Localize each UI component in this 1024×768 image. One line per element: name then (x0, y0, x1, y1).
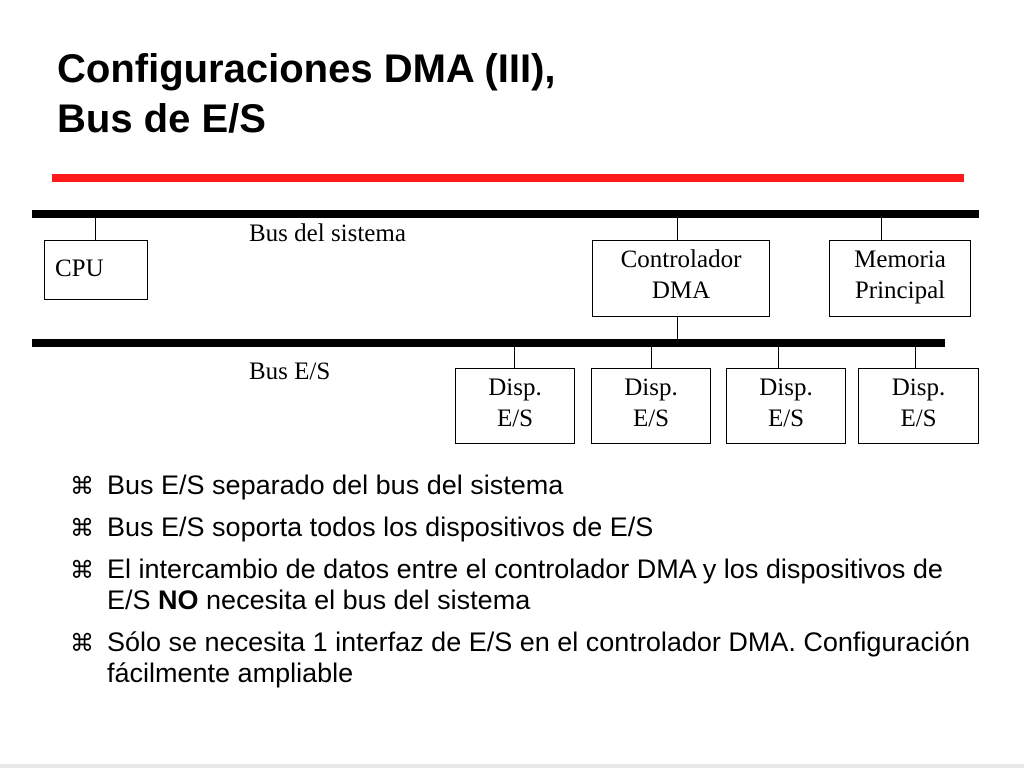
memory-connector (881, 218, 882, 240)
title-line-2: Bus de E/S (57, 97, 266, 141)
bullet-emphasis: NO (158, 585, 199, 615)
io-bus-label: Bus E/S (249, 358, 331, 385)
slide-title (57, 44, 556, 144)
dma-label-line-2: DMA (651, 277, 711, 304)
io-device-box (591, 368, 711, 444)
memory-label-line-1: Memoria (854, 246, 946, 273)
bullet-text-continued: necesita el bus del sistema (198, 585, 531, 615)
device-label-line-2: E/S (767, 405, 805, 432)
bullet-list (70, 470, 970, 700)
title-line-1: Configuraciones DMA (III), (57, 47, 556, 91)
cpu-connector (95, 218, 96, 240)
device-label-line-2: E/S (496, 405, 534, 432)
cpu-label: CPU (55, 255, 104, 282)
device-connector (651, 347, 652, 368)
io-device-box (455, 368, 575, 444)
bullet-text: Sólo se necesita 1 interfaz de E/S en el controlador DMA. Configuración fácilmente ampliable (107, 627, 970, 688)
device-connector (514, 347, 515, 368)
io-device-box (858, 368, 979, 444)
io-device-box (726, 368, 846, 444)
bullet-text: El intercambio de datos entre el controlador DMA y los dispositivos de E/S (107, 554, 943, 615)
device-label-line-1: Disp. (759, 374, 813, 401)
bullet-text: Bus E/S soporta todos los dispositivos de E/S (107, 512, 654, 542)
dma-system-connector (677, 218, 678, 240)
device-connector (915, 347, 916, 368)
io-bus-line (32, 339, 945, 347)
bullet-item (70, 627, 970, 689)
command-key-icon: ⌘ (70, 630, 94, 657)
main-memory-box (829, 240, 971, 317)
device-connector (778, 347, 779, 368)
memory-label-line-2: Principal (854, 277, 946, 304)
device-label-line-2: E/S (632, 405, 670, 432)
bullet-item (70, 554, 970, 616)
device-label-line-1: Disp. (891, 374, 946, 401)
dma-label-line-1: Controlador (620, 246, 742, 273)
device-label-line-2: E/S (900, 405, 937, 432)
command-key-icon: ⌘ (70, 557, 94, 584)
bullet-item (70, 512, 970, 543)
device-label-line-1: Disp. (624, 374, 678, 401)
system-bus-line (32, 210, 979, 218)
bottom-edge (0, 764, 1024, 768)
dma-io-connector (677, 317, 678, 339)
command-key-icon: ⌘ (70, 515, 94, 542)
device-label-line-1: Disp. (488, 374, 542, 401)
bullet-text: Bus E/S separado del bus del sistema (107, 470, 564, 500)
title-divider (52, 174, 964, 182)
dma-controller-box (592, 240, 770, 317)
command-key-icon: ⌘ (70, 473, 94, 500)
system-bus-label: Bus del sistema (249, 220, 406, 247)
bullet-item (70, 470, 970, 501)
cpu-box (44, 240, 148, 300)
